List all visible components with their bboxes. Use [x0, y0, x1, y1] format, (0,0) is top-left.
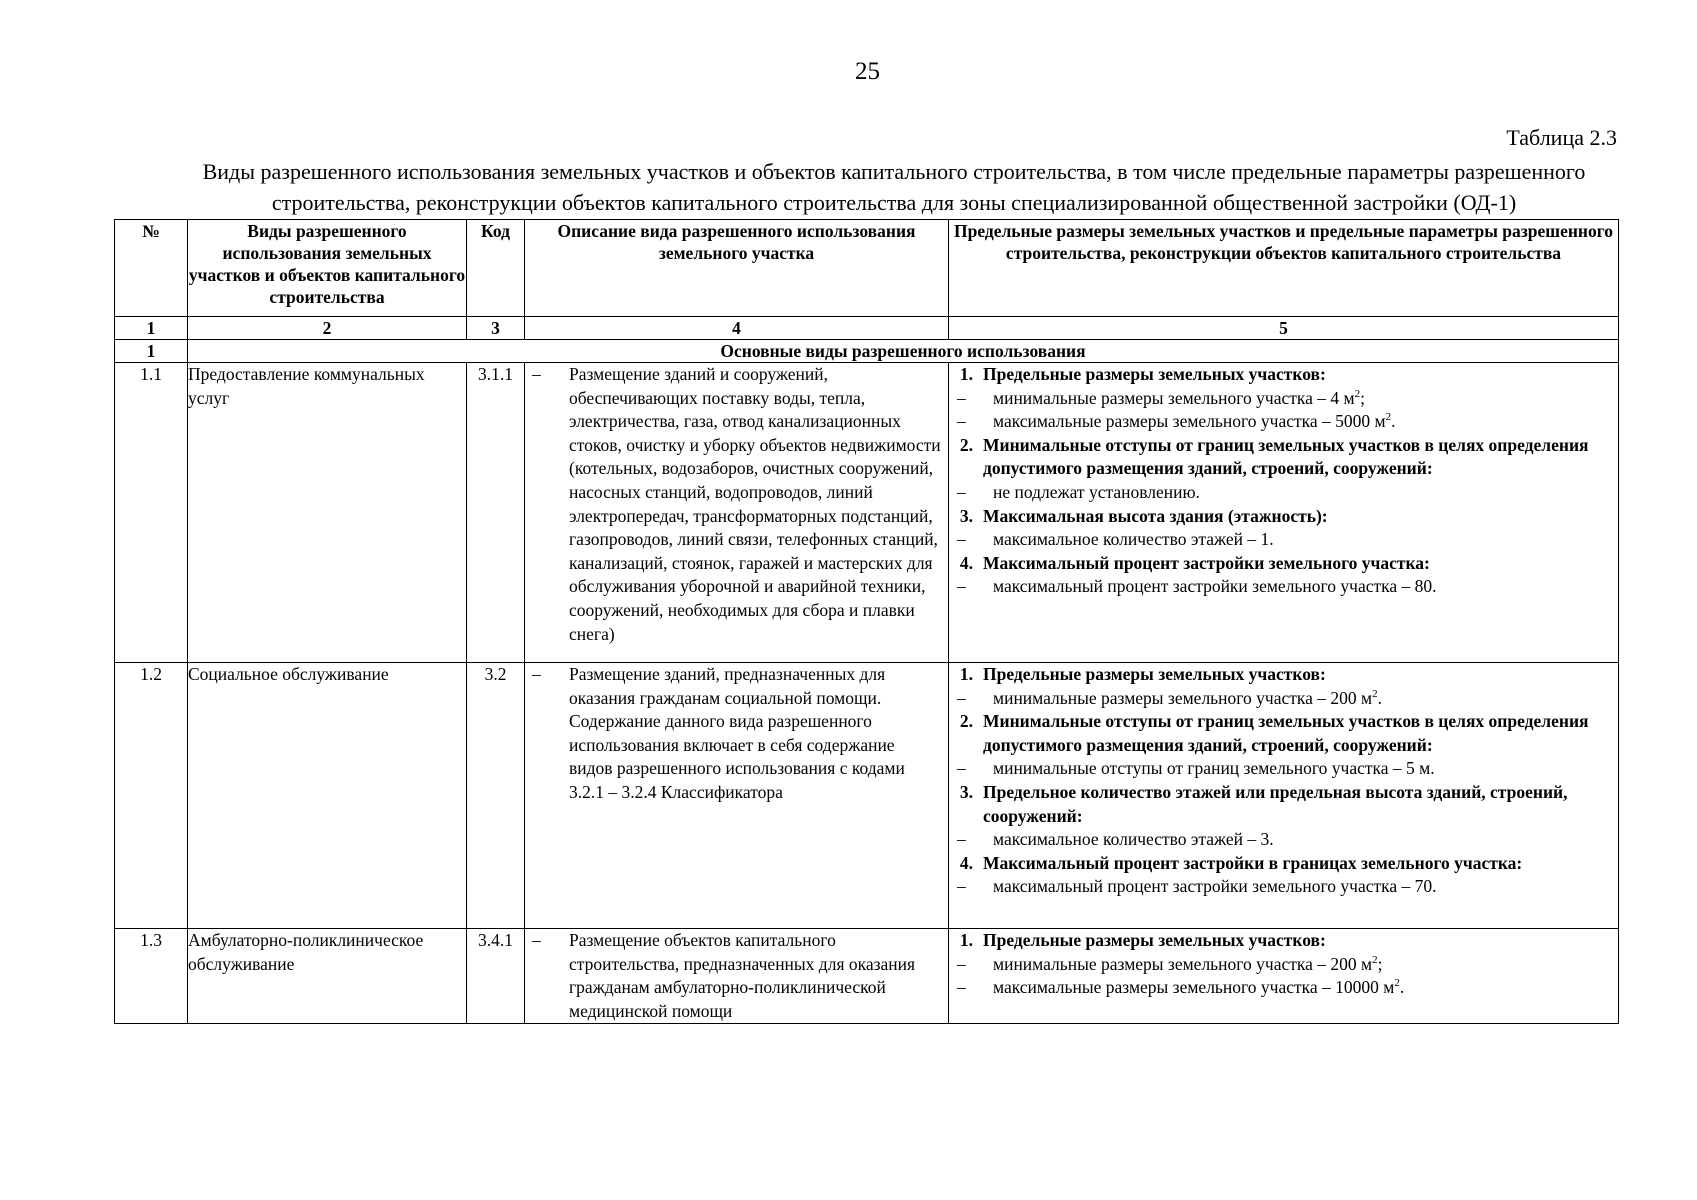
dash-marker: – — [957, 977, 966, 998]
header-use-type: Виды разрешенного использования земельных участков и объектов капитального строительства — [188, 220, 467, 317]
parameter-item — [949, 528, 1618, 552]
table-row — [115, 363, 1619, 663]
dash-marker: – — [957, 687, 966, 708]
parameter-item — [949, 410, 1618, 434]
header-parameters: Предельные размеры земельных участков и предельные параметры разрешенного строительства, реконструкции объектов капитального строительства — [949, 220, 1619, 317]
parameter-title: Максимальный процент застройки земельного участка: — [983, 552, 1430, 573]
parameter-title: Максимальная высота здания (этажность): — [983, 505, 1328, 526]
dash-marker: – — [957, 829, 966, 850]
table-row — [115, 929, 1619, 1024]
table-title-line: строительства, реконструкции объектов капитального строительства для зоны специализированной общественной застройки (ОД-1) — [271, 190, 1517, 215]
column-number: 1 — [115, 317, 188, 340]
parameter-title: Предельные размеры земельных участков: — [983, 664, 1326, 684]
table-row — [115, 663, 1619, 929]
parameter-number: 1. — [959, 664, 973, 684]
dash-marker: – — [957, 481, 966, 502]
row-description: Размещение зданий, предназначенных для оказания гражданам социальной помощи. Содержание данного вида разрешенного использования включает в себя содержание видов разрешенного использования с кодами 3.2.1 – 3.2.4 Классификатора — [569, 664, 905, 802]
row-description: Размещение объектов капитального строительства, предназначенных для оказания гражданам амбулаторно-поликлинической медицинской помощи — [569, 930, 916, 1021]
header-number: № — [115, 220, 188, 317]
parameter-value: не подлежат установлению. — [993, 481, 1200, 502]
column-number: 2 — [188, 317, 467, 340]
page-number: 25 — [855, 58, 880, 85]
column-numbers-row — [115, 317, 1619, 340]
row-code: 3.2 — [467, 663, 525, 929]
table-label: Таблица 2.3 — [1506, 125, 1617, 150]
row-use-name: Амбулаторно-поликлиническое обслуживание — [188, 929, 467, 1024]
dash-marker: – — [532, 930, 541, 950]
row-parameters-cell — [949, 663, 1619, 929]
row-code: 3.4.1 — [467, 929, 525, 1024]
row-description: Размещение зданий и сооружений, обеспечивающих поставку воды, тепла, электричества, газа, отвод канализационных стоков, очистку и уборку объектов недвижимости (котельных, водозаборов, очистных сооружений, насосных станций, водопроводов, линий электропередач, трансформаторных подстанций, газопроводов, линий связи, телефонных станций, канализаций, стоянок, гаражей и мастерских для обслуживания уборочной и аварийной техники, сооружений, необходимых для сбора и плавки снега) — [569, 364, 941, 644]
table-title — [114, 156, 1674, 218]
parameter-title: Максимальный процент застройки в границах земельного участка: — [983, 852, 1523, 873]
row-use-name: Социальное обслуживание — [188, 663, 467, 929]
dash-marker: – — [957, 758, 966, 779]
description-item — [525, 363, 948, 646]
parameter-value: минимальные отступы от границ земельного участка – 5 м. — [993, 758, 1435, 779]
parameter-title: Минимальные отступы от границ земельных участков в целях определения допустимого размещения зданий, строений, сооружений: — [983, 711, 1589, 755]
parameter-number: 4. — [959, 552, 973, 573]
parameter-value: максимальные размеры земельного участка – 5000 $м^2$. — [993, 411, 1396, 432]
row-parameters-cell — [949, 363, 1619, 663]
row-number: 1.3 — [115, 929, 188, 1024]
parameter-item — [949, 481, 1618, 505]
row-description-cell — [525, 663, 949, 929]
parameter-title: Минимальные отступы от границ земельных участков в целях определения допустимого размещения зданий, строений, сооружений: — [983, 434, 1589, 479]
parameter-number: 4. — [959, 852, 973, 873]
parameter-number: 3. — [959, 505, 973, 526]
parameter-item — [949, 976, 1618, 1000]
parameter-heading — [949, 552, 1618, 576]
column-number: 5 — [949, 317, 1619, 340]
parameter-item — [949, 687, 1618, 711]
parameter-heading — [949, 852, 1618, 876]
description-item — [525, 663, 948, 805]
parameter-value: минимальные размеры земельного участка – 200 $м^2$. — [993, 687, 1382, 708]
parameter-number: 2. — [959, 711, 973, 732]
parameter-title: Предельные размеры земельных участков: — [983, 930, 1326, 950]
parameter-number: 2. — [959, 434, 973, 455]
parameter-heading — [949, 363, 1618, 387]
column-number: 4 — [525, 317, 949, 340]
dash-marker: – — [957, 529, 966, 550]
parameter-number: 1. — [959, 364, 973, 384]
dash-marker: – — [957, 387, 966, 408]
header-description: Описание вида разрешенного использования земельного участка — [525, 220, 949, 317]
parameter-number: 1. — [959, 930, 973, 950]
table-body — [115, 363, 1619, 1024]
parameter-item — [949, 828, 1618, 852]
land-use-table — [114, 219, 1619, 1024]
parameter-value: минимальные размеры земельного участка – 200 $м^2$; — [993, 953, 1383, 974]
row-use-name: Предоставление коммунальных услуг — [188, 363, 467, 663]
parameter-number: 3. — [959, 781, 973, 802]
row-number: 1.2 — [115, 663, 188, 929]
parameter-value: максимальный процент застройки земельного участка – 80. — [993, 576, 1437, 597]
dash-marker: – — [957, 576, 966, 597]
dash-marker: – — [957, 876, 966, 897]
row-description-cell — [525, 929, 949, 1024]
parameter-item — [949, 575, 1618, 599]
parameter-heading — [949, 505, 1618, 529]
parameter-value: максимальное количество этажей – 1. — [993, 529, 1274, 550]
parameter-value: максимальный процент застройки земельного участка – 70. — [993, 876, 1437, 897]
section-number: 1 — [115, 340, 188, 363]
table-header-row — [115, 220, 1619, 317]
dash-marker: – — [957, 953, 966, 974]
dash-marker: – — [957, 411, 966, 432]
parameter-title: Предельные размеры земельных участков: — [983, 364, 1326, 384]
column-number: 3 — [467, 317, 525, 340]
row-number: 1.1 — [115, 363, 188, 663]
parameter-item — [949, 387, 1618, 411]
table-title-line: Виды разрешенного использования земельных участков и объектов капитального строительства, в том числе предельные параметры разрешенного — [202, 159, 1586, 184]
description-item — [525, 929, 948, 1023]
section-row — [115, 340, 1619, 363]
parameter-item — [949, 757, 1618, 781]
parameter-heading — [949, 434, 1618, 481]
row-code: 3.1.1 — [467, 363, 525, 663]
header-code: Код — [467, 220, 525, 317]
parameter-item — [949, 875, 1618, 899]
dash-marker: – — [532, 364, 541, 384]
parameter-value: максимальные размеры земельного участка – 10000 $м^2$. — [993, 977, 1405, 998]
dash-marker: – — [532, 664, 541, 684]
parameter-heading — [949, 781, 1618, 828]
parameter-heading — [949, 929, 1618, 953]
parameter-item — [949, 953, 1618, 977]
parameter-title: Предельное количество этажей или предельная высота зданий, строений, сооружений: — [983, 781, 1568, 826]
parameter-value: минимальные размеры земельного участка – 4 $м^2$; — [993, 387, 1365, 408]
parameter-heading — [949, 710, 1618, 757]
parameter-heading — [949, 663, 1618, 687]
section-title: Основные виды разрешенного использования — [188, 340, 1619, 363]
row-parameters-cell — [949, 929, 1619, 1024]
parameter-value: максимальное количество этажей – 3. — [993, 829, 1274, 850]
row-description-cell — [525, 363, 949, 663]
